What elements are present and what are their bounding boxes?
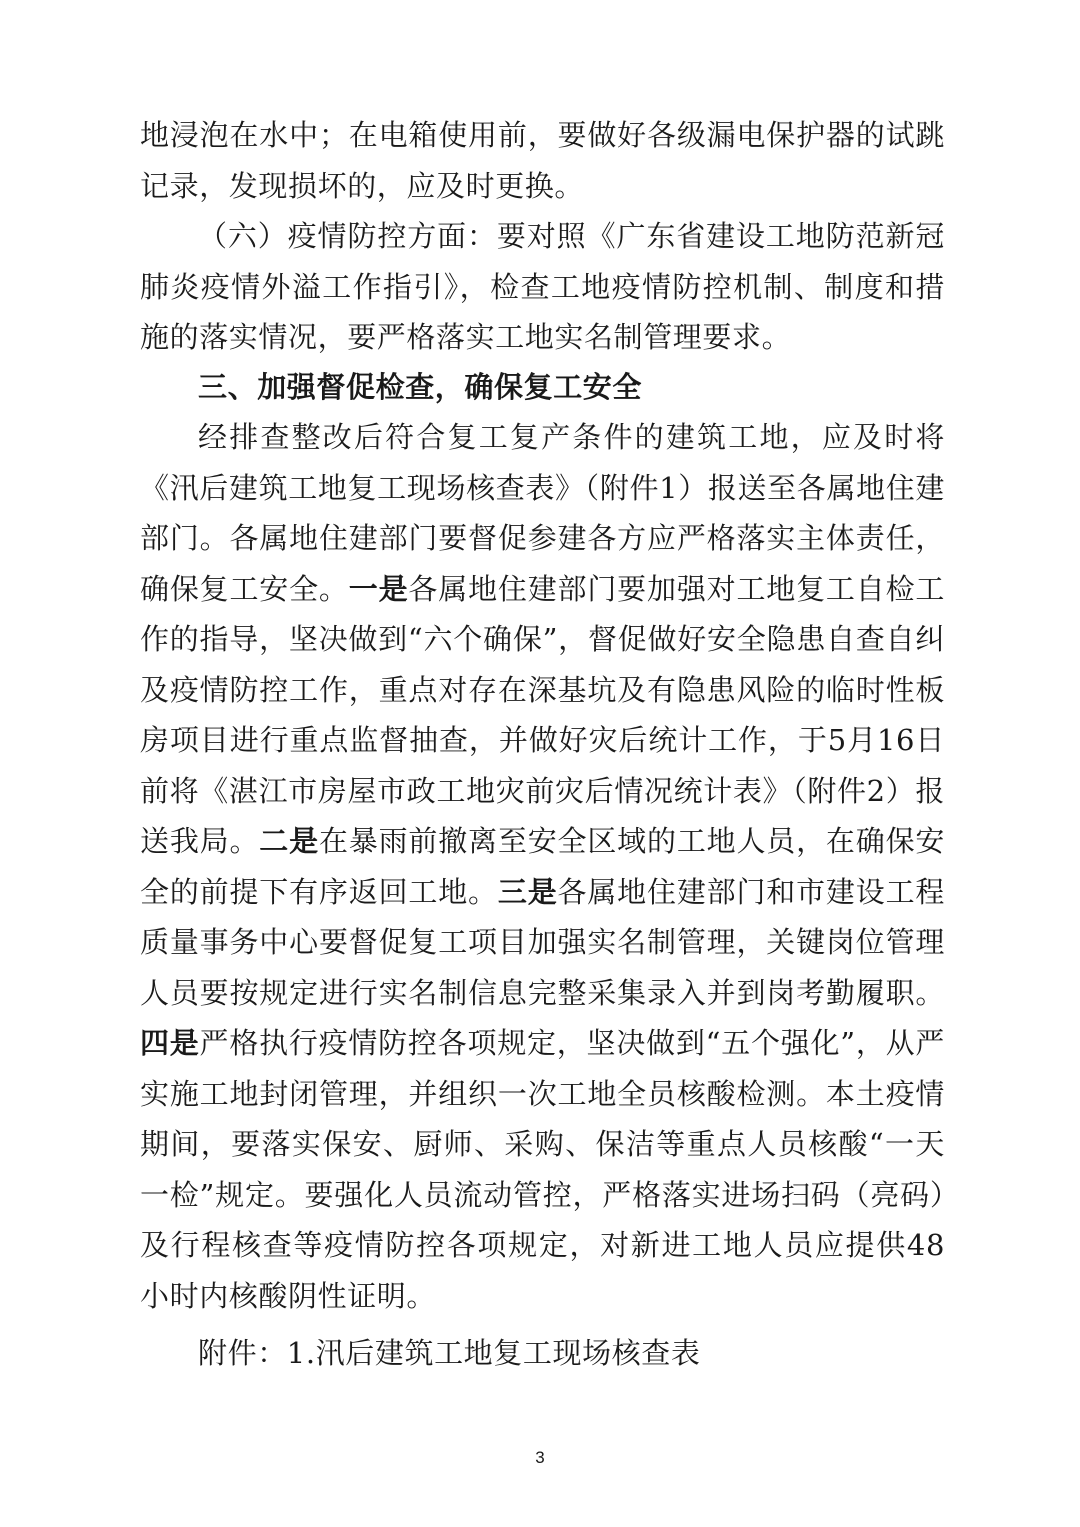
item-1-text: 各属地住建部门要加强对工地复工自检工作的指导，坚决做到“六个确保”，督促做好安全隐患自查自纠及疫情防控工作，重点对存在深基坑及有隐患风险的临时性板房项目进行重点监督抽查，并做好灾后统计工作，于5月16日前将《湛江市房屋市政工地灾前灾后情况统计表》（附件2）报送我局。: [140, 571, 946, 858]
item-1-lead: 一是: [348, 571, 409, 606]
paragraph-continued: [140, 110, 945, 211]
item-4-lead: 四是: [140, 1026, 200, 1060]
item-2-lead: 二是: [259, 824, 319, 858]
section-heading-block: [140, 362, 945, 413]
paragraph-epidemic-text: 要对照《广东省建设工地防范新冠肺炎疫情外溢工作指引》，检查工地疫情防控机制、制度和措施的落实情况，要严格落实工地实名制管理要求。: [140, 219, 945, 354]
section-heading: 三、加强督促检查，确保复工安全: [198, 370, 643, 404]
paragraph-main: [140, 412, 945, 1321]
paragraph-epidemic-lead: （六）疫情防控方面：: [198, 219, 497, 253]
page-number: 3: [535, 1448, 545, 1467]
paragraph-continued-text: 地浸泡在水中；在电箱使用前，要做好各级漏电保护器的试跳记录，发现损坏的，应及时更换。: [140, 118, 945, 203]
item-3-text: 各属地住建部门和市建设工程质量事务中心要督促复工项目加强实名制管理，关键岗位管理人员要按规定进行实名制信息完整采集录入并到岗考勤履职。: [140, 874, 946, 1010]
item-2-text: 在暴雨前撤离至安全区域的工地人员，在确保安全的前提下有序返回工地。: [140, 824, 946, 909]
item-3-lead: 三是: [497, 874, 558, 909]
paragraph-main-intro: 经排查整改后符合复工复产条件的建筑工地，应及时将《汛后建筑工地复工现场核查表》（附件1）报送至各属地住建部门。各属地住建部门要督促参建各方应严格落实主体责任，确保复工安全。: [140, 420, 945, 606]
attachment-line: 附件：1.汛后建筑工地复工现场核查表: [198, 1336, 701, 1370]
paragraph-epidemic: [140, 211, 945, 363]
item-4-text: 严格执行疫情防控各项规定，坚决做到“五个强化”，从严实施工地封闭管理，并组织一次工地全员核酸检测。本土疫情期间，要落实保安、厨师、采购、保洁等重点人员核酸“一天一检”规定。要强化人员流动管控，严格落实进场扫码（亮码）及行程核查等疫情防控各项规定，对新进工地人员应提供48小时内核酸阴性证明。: [140, 1026, 945, 1313]
